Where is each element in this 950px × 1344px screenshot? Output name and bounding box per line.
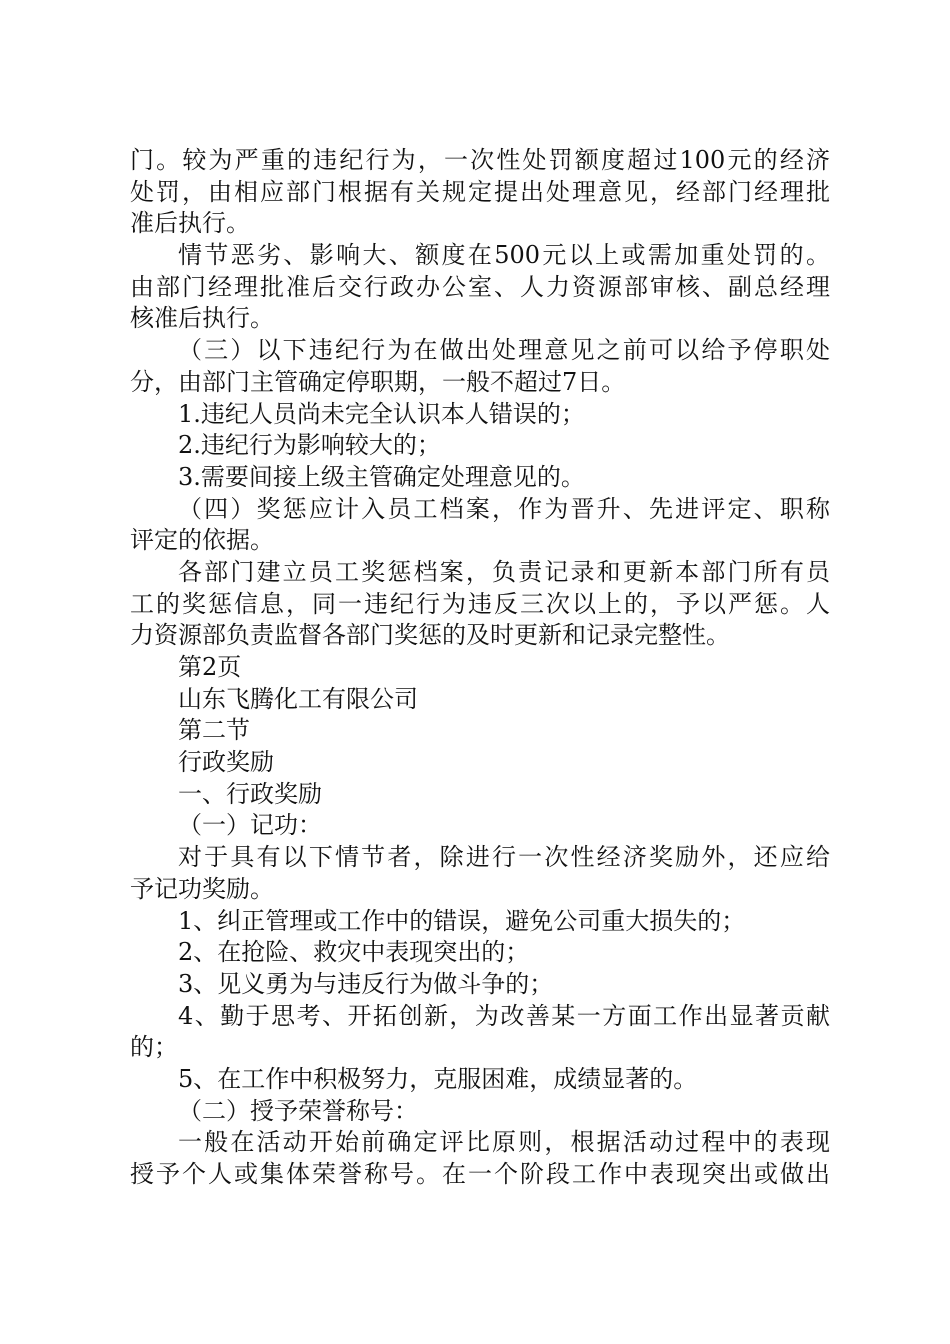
text-line: 对于具有以下情节者，除进行一次性经济奖励外，还应给 [178, 843, 830, 872]
text-line: 分，由部门主管确定停职期，一般不超过7日。 [130, 367, 626, 396]
text-line: 2.违纪行为影响较大的； [178, 431, 441, 460]
text-line: 3.需要间接上级主管确定处理意见的。 [178, 462, 585, 491]
text-line: （一）记功： [178, 811, 322, 840]
text-line: 情节恶劣、影响大、额度在500元以上或需加重处罚的。 [178, 241, 830, 270]
text-line: 准后执行。 [130, 209, 250, 238]
text-line: 力资源部负责监督各部门奖惩的及时更新和记录完整性。 [130, 621, 730, 650]
text-line: 授予个人或集体荣誉称号。在一个阶段工作中表现突出或做出 [130, 1160, 830, 1188]
text-line: （四）奖惩应计入员工档案，作为晋升、先进评定、职称 [178, 494, 830, 523]
text-line: 处罚，由相应部门根据有关规定提出处理意见，经部门经理批 [130, 177, 830, 206]
text-line: 第二节 [178, 716, 250, 745]
text-line: 一般在活动开始前确定评比原则，根据活动过程中的表现 [178, 1128, 830, 1157]
text-line: 各部门建立员工奖惩档案，负责记录和更新本部门所有员 [178, 557, 830, 586]
text-line: 门。较为严重的违纪行为，一次性处罚额度超过100元的经济 [130, 146, 830, 174]
text-line: 工的奖惩信息，同一违纪行为违反三次以上的，予以严惩。人 [130, 589, 830, 618]
text-line: 1.违纪人员尚未完全认识本人错误的； [178, 399, 585, 428]
text-line: （二）授予荣誉称号： [178, 1096, 418, 1125]
text-line: 的； [130, 1033, 178, 1062]
document-body [130, 145, 830, 1191]
text-line: 5、在工作中积极努力，克服困难，成绩显著的。 [178, 1064, 698, 1093]
text-line: 3、见义勇为与违反行为做斗争的； [178, 969, 554, 998]
text-line: 予记功奖励。 [130, 874, 274, 903]
text-line: 第2页 [178, 653, 242, 681]
text-line: 由部门经理批准后交行政办公室、人力资源部审核、副总经理 [130, 272, 830, 301]
text-line: 一、行政奖励 [178, 779, 322, 808]
text-line: 评定的依据。 [130, 526, 274, 555]
text-line: 行政奖励 [178, 748, 274, 777]
text-line: （三）以下违纪行为在做出处理意见之前可以给予停职处 [178, 336, 830, 365]
text-line: 1、纠正管理或工作中的错误，避免公司重大损失的； [178, 906, 746, 935]
text-line: 2、在抢险、救灾中表现突出的； [178, 938, 530, 967]
text-line: 4、勤于思考、开拓创新，为改善某一方面工作出显著贡献 [178, 1001, 830, 1030]
text-line: 山东飞腾化工有限公司 [178, 684, 418, 713]
text-line: 核准后执行。 [130, 304, 274, 333]
